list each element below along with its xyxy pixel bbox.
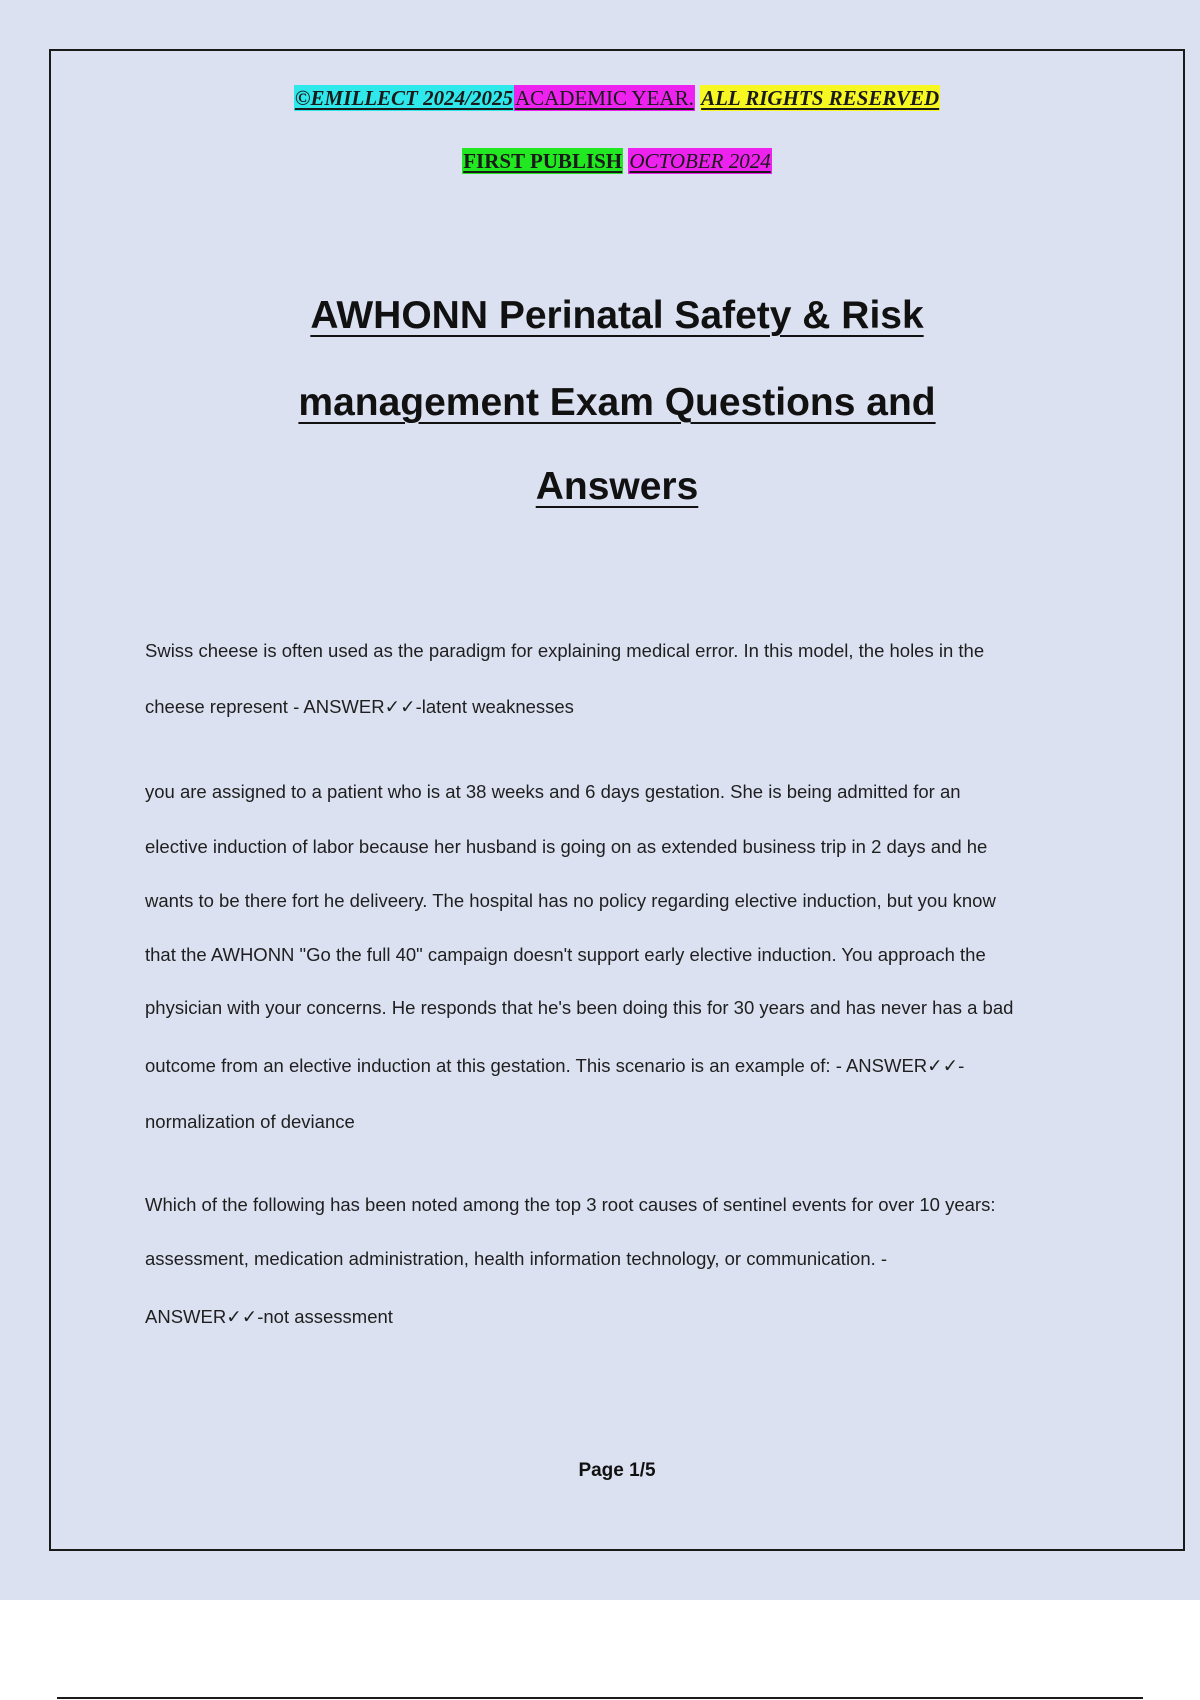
academic-year-text: ACADEMIC YEAR. [514, 86, 694, 110]
text-line: you are assigned to a patient who is at 38 weeks and 6 days gestation. She is being admitted for an [145, 781, 961, 802]
header-publish-line [49, 148, 1185, 174]
text-line: Swiss cheese is often used as the paradigm for explaining medical error. In this model, the holes in the [145, 640, 985, 661]
text-line: outcome from an elective induction at this gestation. This scenario is an example of: - ANSWER✓✓- [145, 1055, 965, 1076]
text-line: elective induction of labor because her husband is going on as extended business trip in 2 days and he [145, 836, 988, 857]
document-title-line-2: management Exam Questions and [298, 381, 936, 424]
publish-date-text: OCTOBER 2024 [629, 149, 771, 173]
text-line: physician with your concerns. He responds that he's been doing this for 30 years and has never has a bad [145, 997, 1014, 1018]
copyright-text: ©EMILLECT 2024/2025 [294, 86, 513, 110]
text-line: that the AWHONN "Go the full 40" campaign doesn't support early elective induction. You approach the [145, 944, 986, 965]
text-line: wants to be there fort he deliveery. The hospital has no policy regarding elective induction, but you know [145, 890, 996, 911]
text-line: assessment, medication administration, health information technology, or communication. - [145, 1248, 888, 1269]
text-line: ANSWER✓✓-not assessment [145, 1306, 393, 1327]
text-line: cheese represent - ANSWER✓✓-latent weaknesses [145, 696, 574, 717]
document-title-line-3: Answers [535, 465, 699, 508]
first-publish-text: FIRST PUBLISH [463, 149, 623, 173]
bottom-divider [57, 1697, 1143, 1699]
rights-reserved-text: ALL RIGHTS RESERVED [701, 86, 940, 110]
text-line: Which of the following has been noted among the top 3 root causes of sentinel events for over 10 years: [145, 1194, 996, 1215]
page-number: Page 1/5 [578, 1460, 656, 1481]
document-title-line-1: AWHONN Perinatal Safety & Risk [310, 294, 924, 337]
header-copyright-line [49, 85, 1185, 111]
text-line: normalization of deviance [145, 1111, 355, 1132]
